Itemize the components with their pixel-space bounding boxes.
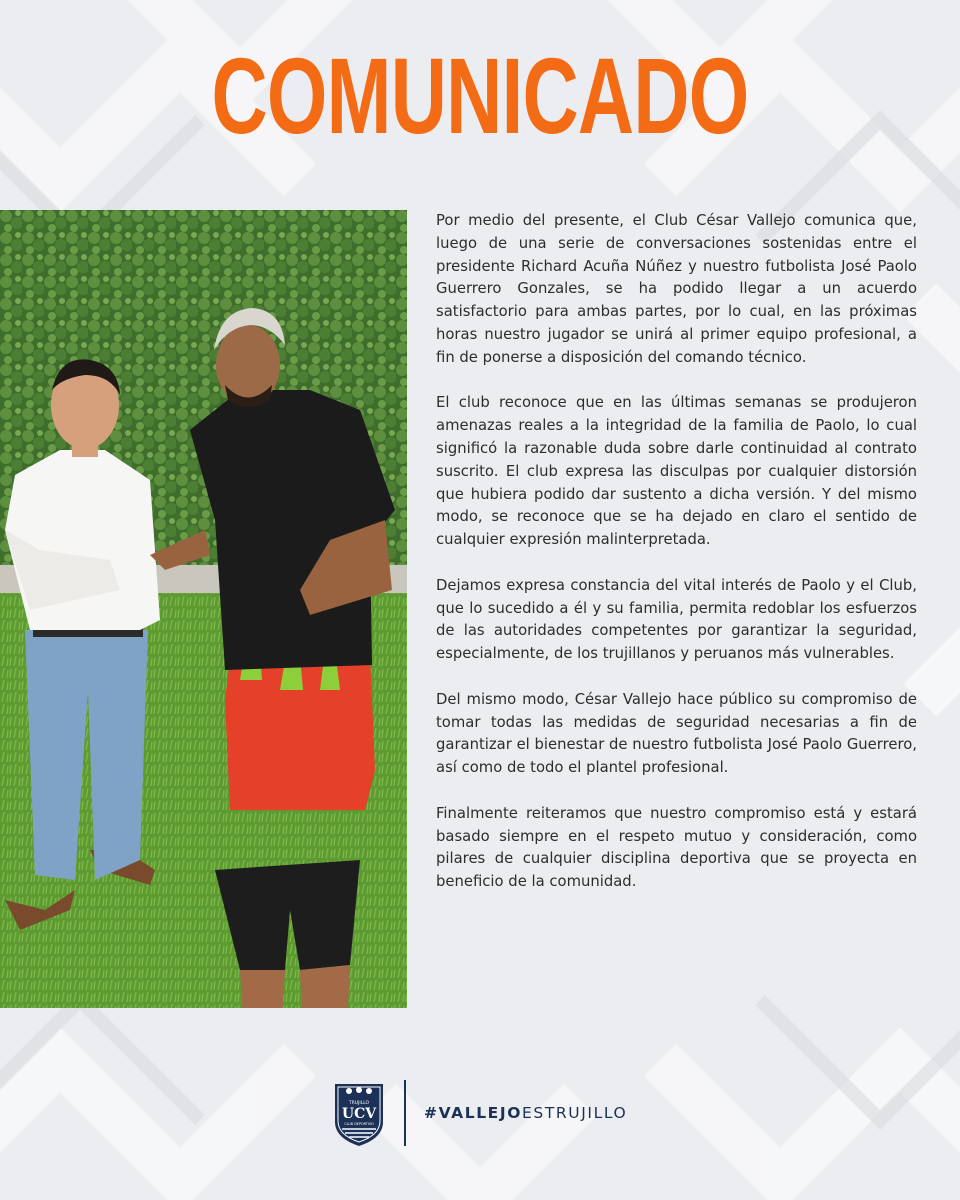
ucv-crest-logo xyxy=(332,1078,386,1148)
page-title: COMUNICADO xyxy=(211,35,749,156)
paragraph-3: Dejamos expresa constancia del vital interés de Paolo y el Club, que lo sucedido a él y su familia, permita redoblar los esfuerzos de las autoridades competentes por garantizar la seguridad, especialmente, de los trujillanos y peruanos más vulnerables. xyxy=(436,576,917,663)
svg-text:TRUJILLO: TRUJILLO xyxy=(348,1101,370,1106)
paragraph-1: Por medio del presente, el Club César Vallejo comunica que, luego de una serie de conversaciones sostenidas entre el presidente Richard Acuña Núñez y nuestro futbolista José Paolo Guerrero Gonzales, se ha podido llegar a un acuerdo satisfactorio para ambas partes, por lo cual, en las próximas horas nuestro jugador se unirá al primer equipo profesional, a fin de ponerse a disposición del comando técnico. xyxy=(436,212,917,366)
svg-text:UCV: UCV xyxy=(341,1106,377,1122)
hashtag-rest-part: ESTRUJILLO xyxy=(522,1104,628,1122)
hashtag-prefix: # xyxy=(424,1104,439,1122)
hashtag-vallejo-es-trujillo xyxy=(424,1104,627,1122)
paragraph-4: Del mismo modo, César Vallejo hace público su compromiso de tomar todas las medidas de seguridad necesarias a fin de garantizar el bienestar de nuestro futbolista José Paolo Guerrero, así como de todo el plantel profesional. xyxy=(436,690,917,777)
footer-divider xyxy=(404,1080,406,1146)
paragraph-2: El club reconoce que en las últimas semanas se produjeron amenazas reales a la integridad de la familia de Paolo, lo cual significó la razonable duda sobre darle continuidad al contrato suscrito. El club expresa las disculpas por cualquier distorsión que hubiera podido dar sustento a dicha versión. Y del mismo modo, se reconoce que se ha dejado en claro el sentido de cualquier expresión malinterpretada. xyxy=(436,394,917,549)
paragraph-5: Finalmente reiteramos que nuestro compromiso está y estará basado siempre en el respeto mutuo y consideración, como pilares de cualquier disciplina deportiva que se proyecta en beneficio de la comunidad. xyxy=(436,804,917,891)
hashtag-bold-part: VALLEJO xyxy=(438,1104,523,1122)
photo-two-men-handshake xyxy=(0,210,407,1008)
svg-text:CLUB DEPORTIVO: CLUB DEPORTIVO xyxy=(344,1122,374,1126)
statement-text xyxy=(436,210,917,917)
footer-branding xyxy=(332,1078,652,1148)
